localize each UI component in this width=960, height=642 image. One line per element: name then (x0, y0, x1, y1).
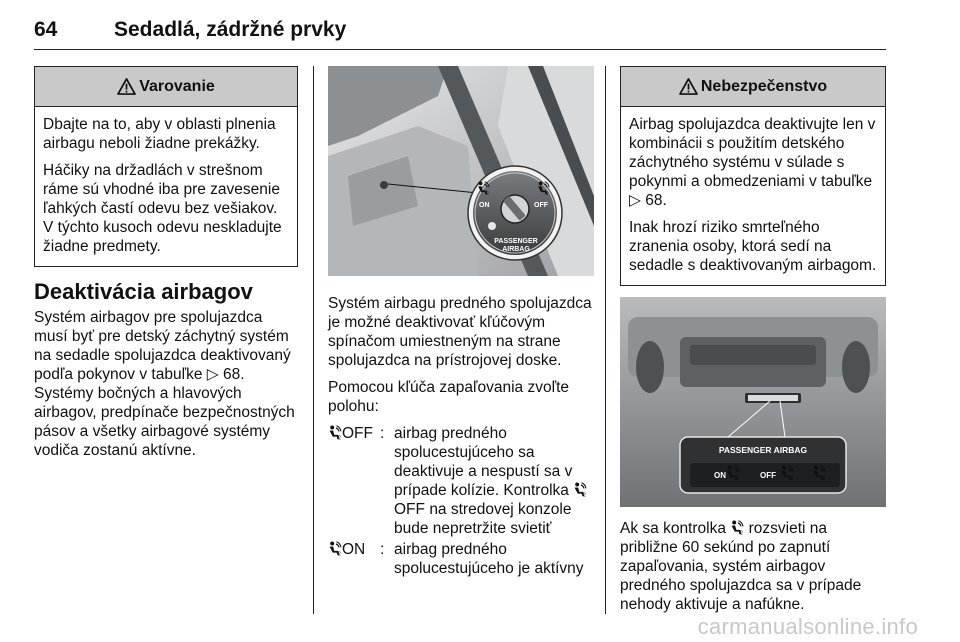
danger-box-body (621, 107, 885, 285)
passenger-airbag-off-icon (328, 425, 342, 440)
choose-position-text: Pomocou kľúča zapaľovania zvoľte polohu: (328, 379, 570, 415)
overhead-console-illustration (620, 297, 886, 507)
warning-box-title: Varovanie (139, 77, 215, 95)
deactivation-paragraph (34, 308, 298, 384)
danger-box (620, 66, 886, 286)
reference-arrow-icon: ▷ (629, 192, 641, 209)
passenger-airbag-label: PASSENGER AIRBAG (718, 445, 808, 455)
danger-box-header (621, 67, 885, 107)
passenger-airbag-label: PASSENGER AIRBAG (494, 238, 538, 253)
page-reference-link[interactable]: 68. (645, 192, 667, 209)
page-number: 64 (34, 18, 58, 41)
passenger-airbag-on-icon (730, 520, 744, 535)
off-position-label: OFF (534, 202, 548, 209)
left-column (34, 66, 298, 460)
warning-paragraph: Dbajte na to, aby v oblasti plnenia airbagu neboli žiadne prekážky. (43, 116, 276, 152)
passenger-airbag-off-icon (573, 482, 587, 497)
danger-box-title: Nebezpečenstvo (700, 77, 828, 95)
airbag-key-switch-figure (328, 66, 594, 276)
warning-box (34, 66, 298, 267)
separator: : (380, 541, 385, 558)
deactivation-text: Systém airbagov pre spolujazdca musí byť pre detský záchytný systém na sedadle spolujazdca deaktivovaný podľa pokynov v tabuľke (34, 309, 291, 383)
right-column (620, 66, 886, 614)
page-header (34, 10, 886, 50)
off-term: OFF (342, 425, 373, 442)
on-indicator-label: ON (714, 471, 726, 480)
page-reference-link[interactable]: 68. (223, 366, 245, 383)
separator: : (380, 425, 385, 442)
position-list (328, 424, 594, 578)
on-position-label: ON (479, 202, 490, 209)
page-title: Sedadlá, zádržné prvky (114, 18, 347, 41)
overhead-console-figure (620, 297, 886, 507)
section-heading: Deaktivácia airbagov (34, 279, 253, 304)
switch-description: Systém airbagu predného spolujazdca je možné deaktivovať kľúčovým spínačom umiestneným na strane spolujazdca na prístrojovej doske. (328, 295, 592, 369)
danger-paragraph: Airbag spolujazdca deaktivujte len v kombinácii s použitím detského záchytného systému v súlade s pokynmi a obmedzeniami v tabuľke ▷ 68. (629, 116, 876, 209)
reference-arrow-icon: ▷ (206, 366, 219, 383)
warning-paragraph: Háčiky na držadlách v strešnom ráme sú vhodné iba pre zavesenie ľahkých častí odevu bez vešiakov. V týchto kusoch odevu neskladujte žiadne predmety. (43, 162, 282, 255)
systems-paragraph: Systémy bočných a hlavových airbagov, predpínače bezpečnostných pásov a všetky airbagové systémy vodiča zostanú aktívne. (34, 385, 295, 459)
list-item-off (328, 424, 594, 538)
on-definition: airbag predného spolucestujúceho je aktívny (394, 541, 584, 577)
watermark: carmanualsonline.info (697, 614, 918, 639)
indicator-description: Ak sa kontrolka rozsvieti na približne 60 sekúnd po zapnutí zapaľovania, systém airbagov predného spolujazdca sa v prípade nehody aktivuje a nafúkne. (620, 520, 862, 613)
column-divider (313, 66, 314, 614)
column-divider (605, 66, 606, 614)
passenger-airbag-on-icon (328, 541, 342, 556)
warning-box-header (35, 67, 297, 107)
off-indicator-label: OFF (760, 471, 776, 480)
danger-paragraph: Inak hrozí riziko smrteľného zranenia osoby, ktorá sedí na sedadle s deaktivovaným airbagom. (629, 219, 877, 274)
warning-triangle-icon (679, 78, 698, 95)
warning-box-body (35, 107, 297, 266)
middle-column (328, 66, 594, 578)
warning-triangle-icon (117, 78, 136, 95)
door-dashboard-illustration (328, 66, 594, 276)
off-definition: airbag predného spolucestujúceho sa deaktivuje a nespustí sa v prípade kolízie. Kontrolka OFF na stredovej konzole bude nepretržite svietiť (394, 424, 594, 538)
list-item-on (328, 540, 594, 578)
on-term: ON (342, 541, 366, 558)
